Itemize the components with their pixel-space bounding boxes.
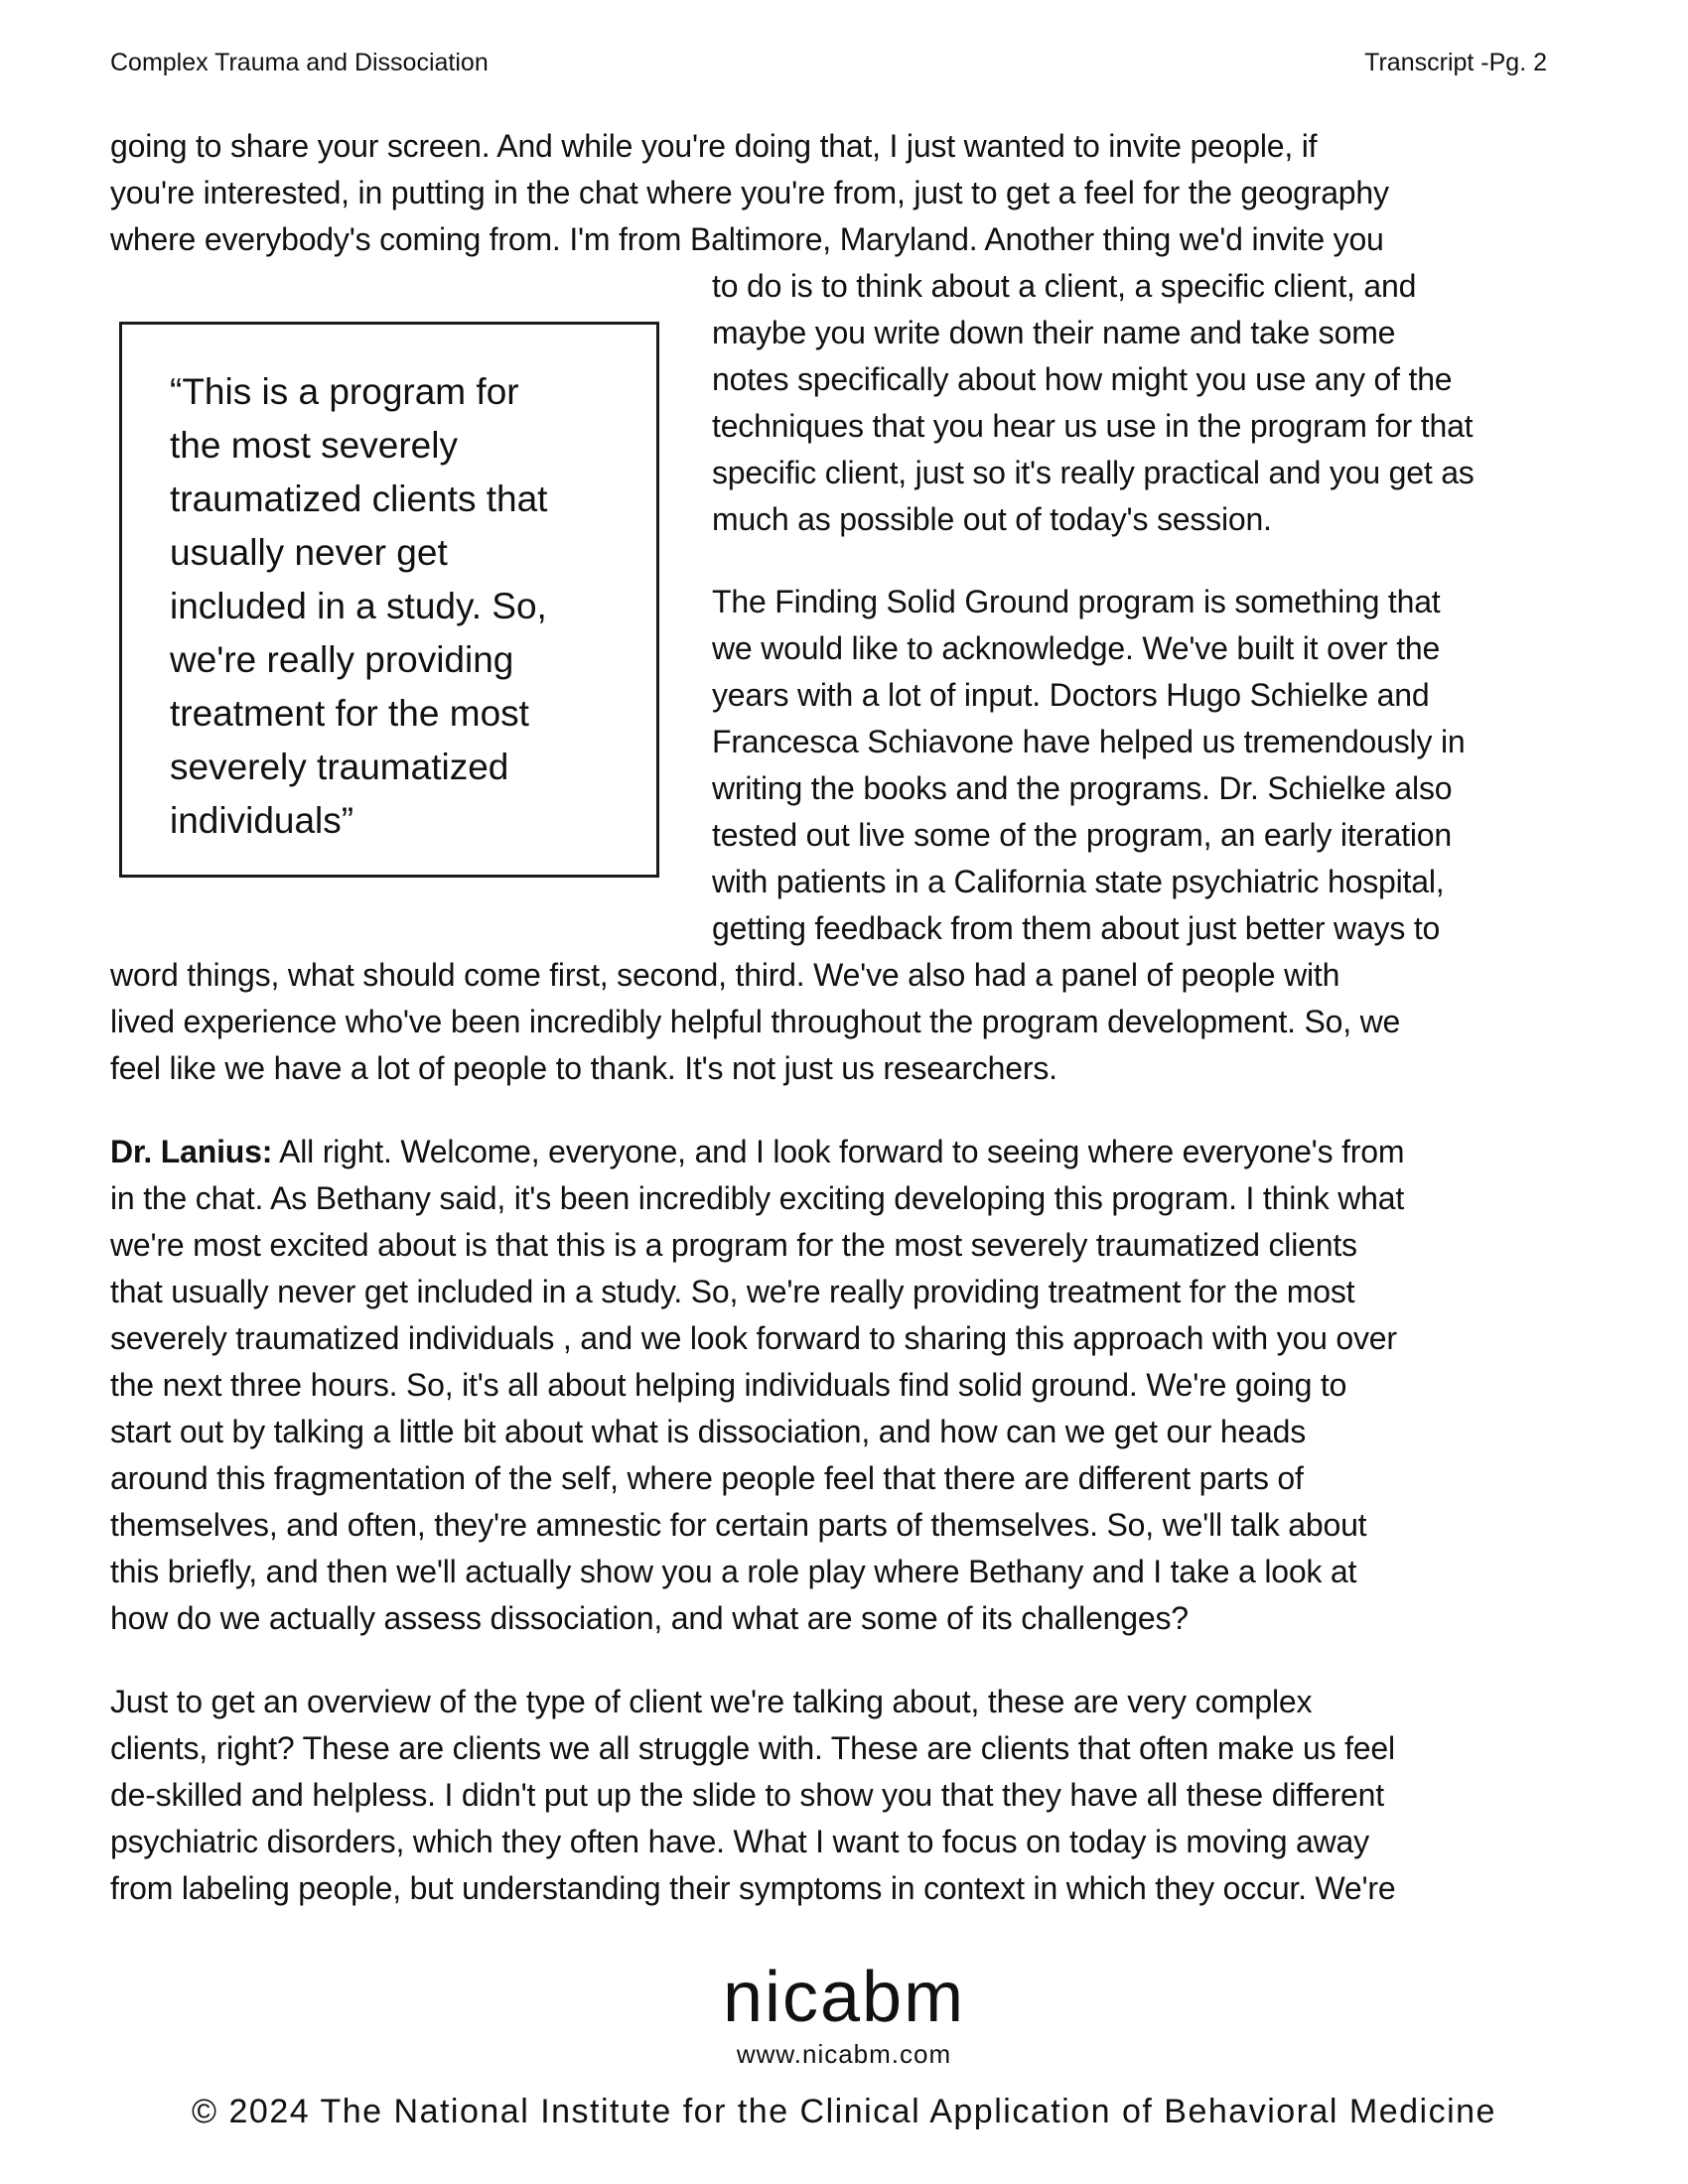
text-line: start out by talking a little bit about what is dissociation, and how can we get our heads: [110, 1414, 1307, 1449]
text-line: you're interested, in putting in the chat where you're from, just to get a feel for the geography: [110, 175, 1389, 210]
text-line: from labeling people, but understanding their symptoms in context in which they occur. We're: [110, 1870, 1396, 1906]
text-line: The Finding Solid Ground program is something that: [712, 584, 1441, 619]
copyright-notice: © 2024 The National Institute for the Clinical Application of Behavioral Medicine: [192, 2093, 1496, 2130]
text-line: [110, 1129, 1580, 1175]
text-line: how do we actually assess dissociation, and what are some of its challenges?: [110, 1600, 1189, 1636]
text-line: the next three hours. So, it's all about helping individuals find solid ground. We're going to: [110, 1367, 1347, 1403]
text-line: with patients in a California state psychiatric hospital,: [712, 864, 1445, 899]
text-line: going to share your screen. And while you're doing that, I just wanted to invite people, if: [110, 128, 1318, 164]
document-title: Complex Trauma and Dissociation: [110, 49, 489, 76]
pull-quote-line: individuals”: [170, 800, 354, 841]
text-line: in the chat. As Bethany said, it's been incredibly exciting developing this program. I think what: [110, 1180, 1405, 1216]
text-line: lived experience who've been incredibly helpful throughout the program development. So, we: [110, 1004, 1401, 1039]
text-line: word things, what should come first, second, third. We've also had a panel of people with: [110, 957, 1340, 993]
text-line: we're most excited about is that this is a program for the most severely traumatized clients: [110, 1227, 1357, 1263]
text-line: where everybody's coming from. I'm from Baltimore, Maryland. Another thing we'd invite you: [110, 221, 1384, 257]
pull-quote-line: usually never get: [170, 532, 448, 573]
pull-quote-line: treatment for the most: [170, 693, 529, 734]
pull-quote-line: traumatized clients that: [170, 478, 548, 519]
speaker-text: All right. Welcome, everyone, and I look forward to seeing where everyone's from: [272, 1134, 1405, 1169]
text-line: feel like we have a lot of people to thank. It's not just us researchers.: [110, 1050, 1057, 1086]
text-line: tested out live some of the program, an early iteration: [712, 817, 1452, 853]
text-line: that usually never get included in a study. So, we're really providing treatment for the most: [110, 1274, 1355, 1309]
text-line: notes specifically about how might you use any of the: [712, 361, 1453, 397]
pull-quote-line: severely traumatized: [170, 747, 509, 787]
text-line: severely traumatized individuals , and we look forward to sharing this approach with you over: [110, 1320, 1397, 1356]
text-line: this briefly, and then we'll actually show you a role play where Bethany and I take a look at: [110, 1554, 1357, 1589]
website-url: www.nicabm.com: [736, 2039, 952, 2069]
text-line: years with a lot of input. Doctors Hugo Schielke and: [712, 677, 1430, 713]
text-line: themselves, and often, they're amnestic for certain parts of themselves. So, we'll talk about: [110, 1507, 1367, 1543]
text-line: we would like to acknowledge. We've built it over the: [712, 630, 1441, 666]
text-line: getting feedback from them about just better ways to: [712, 910, 1441, 946]
text-line: much as possible out of today's session.: [712, 501, 1272, 537]
text-line: around this fragmentation of the self, where people feel that there are different parts of: [110, 1460, 1304, 1496]
text-line: Francesca Schiavone have helped us tremendously in: [712, 724, 1466, 759]
text-line: techniques that you hear us use in the program for that: [712, 408, 1474, 444]
pull-quote-line: included in a study. So,: [170, 586, 547, 626]
pull-quote-box: [119, 322, 659, 878]
speaker-name: Dr. Lanius:: [110, 1134, 273, 1169]
pull-quote-line: “This is a program for: [170, 371, 519, 412]
text-line: maybe you write down their name and take some: [712, 315, 1396, 350]
text-line: psychiatric disorders, which they often have. What I want to focus on today is moving away: [110, 1824, 1369, 1859]
pull-quote-line: we're really providing: [170, 639, 514, 680]
text-line: specific client, just so it's really practical and you get as: [712, 455, 1475, 490]
text-line: clients, right? These are clients we all struggle with. These are clients that often make us feel: [110, 1730, 1395, 1766]
page-number-label: Transcript -Pg. 2: [1364, 49, 1547, 76]
pull-quote-line: the most severely: [170, 425, 458, 466]
text-line: writing the books and the programs. Dr. Schielke also: [712, 770, 1453, 806]
text-line: Just to get an overview of the type of client we're talking about, these are very complex: [110, 1684, 1313, 1719]
text-line: to do is to think about a client, a specific client, and: [712, 268, 1417, 304]
text-line: de-skilled and helpless. I didn't put up the slide to show you that they have all these different: [110, 1777, 1384, 1813]
nicabm-logo: nicabm: [722, 1958, 966, 2037]
